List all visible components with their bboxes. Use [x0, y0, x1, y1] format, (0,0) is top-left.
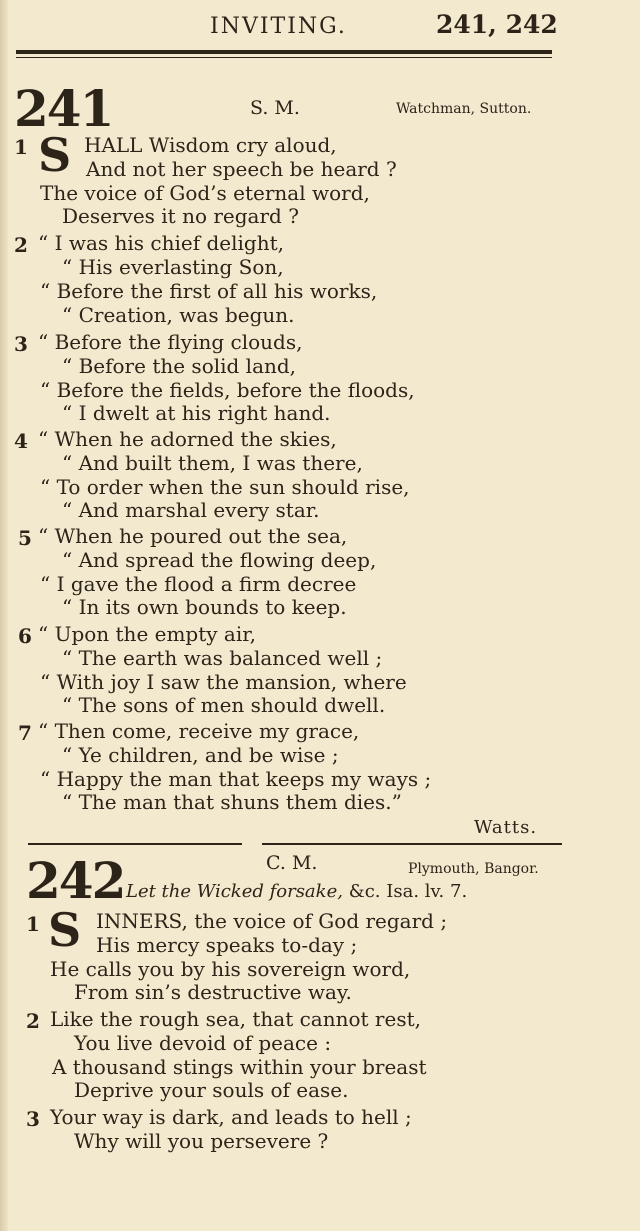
verse-number: 5 [18, 526, 32, 550]
running-header-title: INVITING. [210, 14, 347, 39]
verse-line: “ In its own bounds to keep. [62, 595, 347, 619]
verse-number: 7 [18, 721, 32, 745]
verse-number: 2 [26, 1009, 40, 1033]
verse-line: Deserves it no regard ? [62, 204, 299, 228]
verse-line: “ Before the solid land, [62, 354, 297, 378]
verse-number: 1 [14, 135, 28, 159]
hymn-meter-241: S. M. [250, 97, 300, 119]
page-edge [0, 0, 8, 1231]
verse-line: Why will you persevere ? [74, 1129, 329, 1153]
verse-number: 6 [18, 624, 32, 648]
verse-line: Your way is dark, and leads to hell ; [50, 1105, 412, 1129]
hymn-tunes-242: Plymouth, Bangor. [408, 861, 539, 877]
verse-line: “ Then come, receive my grace, [38, 719, 360, 743]
hymn-number-241: 241 [14, 79, 113, 138]
hymn-subtitle-italic: Let the Wicked forsake, [126, 881, 343, 902]
verse-line: “ Creation, was begun. [62, 303, 295, 327]
drop-cap: S [38, 128, 72, 182]
header-rule-thick [16, 50, 552, 54]
hymn-number-242: 242 [26, 851, 125, 910]
verse-line: INNERS, the voice of God regard ; [96, 909, 448, 933]
verse-line: “ When he adorned the skies, [38, 427, 337, 451]
verse-line: “ Before the first of all his works, [40, 279, 378, 303]
hymn-meter-242: C. M. [266, 852, 318, 874]
verse-line: “ With joy I saw the mansion, where [40, 670, 407, 694]
verse-line: “ The earth was balanced well ; [62, 646, 383, 670]
verse-line: “ And spread the flowing deep, [62, 548, 377, 572]
hymn-tunes-241: Watchman, Sutton. [396, 101, 532, 117]
header-rule-thin [16, 57, 552, 58]
verse-line: The voice of God’s eternal word, [40, 181, 370, 205]
hymn-separator-left [28, 843, 242, 845]
verse-line: “ Happy the man that keeps my ways ; [40, 767, 432, 791]
verse-line: “ Before the flying clouds, [38, 330, 303, 354]
verse-line: “ When he poured out the sea, [38, 524, 348, 548]
verse-number: 4 [14, 429, 28, 453]
verse-line: His mercy speaks to-day ; [96, 933, 358, 957]
drop-cap: S [48, 903, 82, 957]
verse-line: “ Before the fields, before the floods, [40, 378, 415, 402]
hymn-subtitle-242 [126, 881, 467, 902]
verse-line: From sin’s destructive way. [74, 980, 352, 1004]
verse-line: He calls you by his sovereign word, [50, 957, 411, 981]
verse-line: “ The man that shuns them dies.” [62, 790, 402, 814]
verse-line: Deprive your souls of ease. [74, 1078, 349, 1102]
hymn-subtitle-reference: &c. Isa. lv. 7. [348, 881, 468, 902]
verse-line: You live devoid of peace : [74, 1031, 332, 1055]
verse-number: 3 [26, 1107, 40, 1131]
verse-line: HALL Wisdom cry aloud, [84, 133, 337, 157]
hymn-author-241: Watts. [474, 817, 538, 838]
verse-line: “ I was his chief delight, [38, 231, 284, 255]
verse-line: “ To order when the sun should rise, [40, 475, 410, 499]
verse-line: “ And built them, I was there, [62, 451, 363, 475]
verse-number: 3 [14, 332, 28, 356]
verse-line: “ I dwelt at his right hand. [62, 401, 331, 425]
verse-number: 1 [26, 912, 40, 936]
running-header-numbers: 241, 242 [436, 10, 558, 39]
verse-line: “ And marshal every star. [62, 498, 320, 522]
verse-line: A thousand stings within your breast [52, 1055, 427, 1079]
verse-line: “ Upon the empty air, [38, 622, 256, 646]
verse-line: And not her speech be heard ? [86, 157, 397, 181]
verse-line: Like the rough sea, that cannot rest, [50, 1007, 421, 1031]
verse-line: “ The sons of men should dwell. [62, 693, 386, 717]
hymn-separator-right [262, 843, 562, 845]
verse-line: “ Ye children, and be wise ; [62, 743, 339, 767]
verse-line: “ I gave the flood a firm decree [40, 572, 357, 596]
verse-line: “ His everlasting Son, [62, 255, 284, 279]
verse-number: 2 [14, 233, 28, 257]
